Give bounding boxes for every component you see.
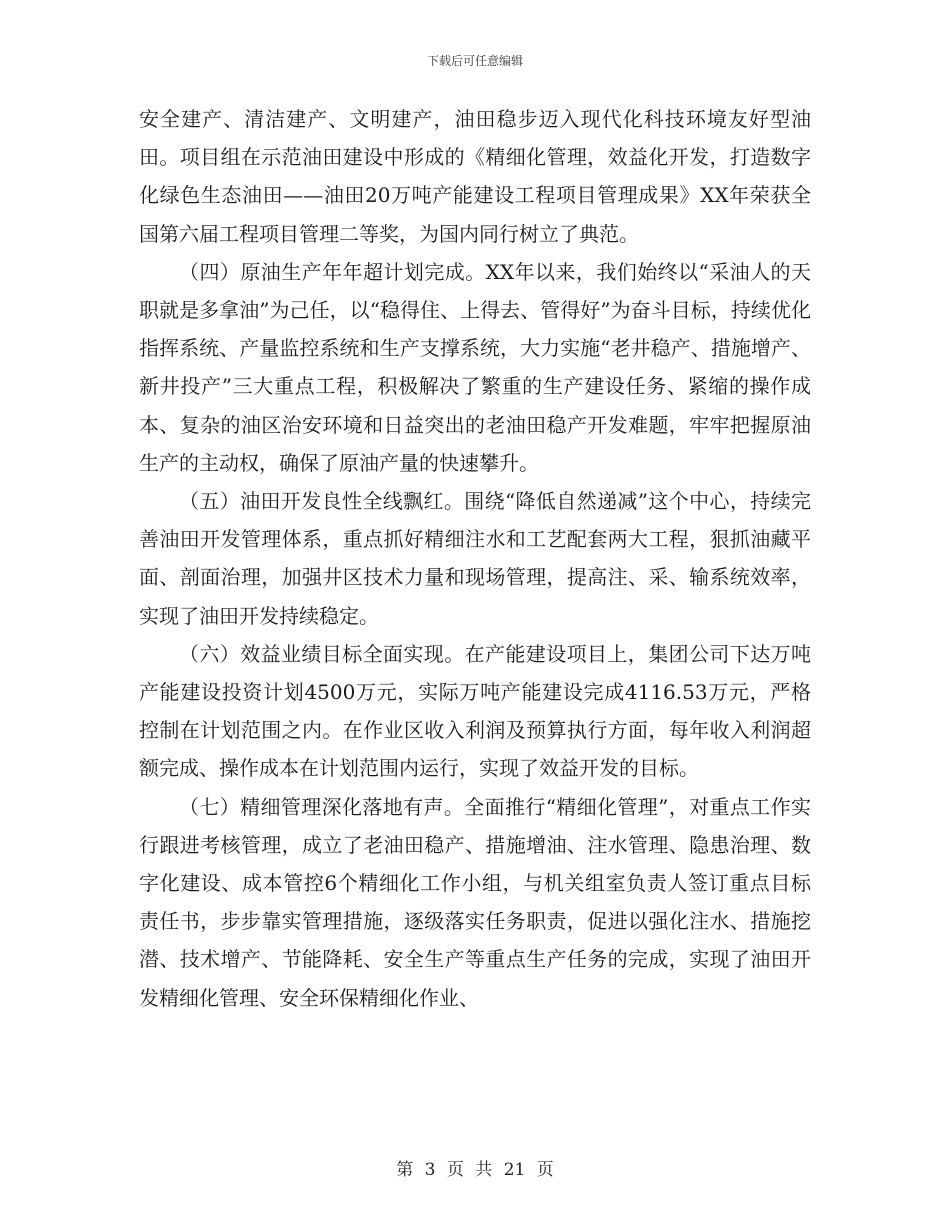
page-header-note: 下载后可任意编辑 <box>426 54 523 68</box>
paragraph-section-4: （四）原油生产年年超计划完成。XX年以来，我们始终以“采油人的天职就是多拿油”为己任，以“稳得住、上得去、管得好”为奋斗目标，持续优化指挥系统、产量监控系统和生产支撑系统，大力实施“老井稳产、措施增产、新井投产”三大重点工程，积极解决了繁重的生产建设任务、紧缩的操作成本、复杂的油区治安环境和日益突出的老油田稳产开发难题，牢牢把握原油生产的主动权，确保了原油产量的快速攀升。 <box>139 259 811 475</box>
paragraph-section-5: （五）油田开发良性全线飘红。围绕“降低自然递减”这个中心，持续完善油田开发管理体系，重点抓好精细注水和工艺配套两大工程，狠抓油藏平面、剖面治理，加强井区技术力量和现场管理，提高注、采、输系统效率，实现了油田开发持续稳定。 <box>139 489 811 628</box>
paragraph-continuation: 安全建产、清洁建产、文明建产，油田稳步迈入现代化科技环境友好型油田。项目组在示范油田建设中形成的《精细化管理，效益化开发，打造数字化绿色生态油田——油田20万吨产能建设工程项目管理成果》XX年荣获全国第六届工程项目管理二等奖，为国内同行树立了典范。 <box>139 107 811 246</box>
paragraph-section-7: （七）精细管理深化落地有声。全面推行“精细化管理”，对重点工作实行跟进考核管理，成立了老油田稳产、措施增油、注水管理、隐患治理、数字化建设、成本管控6个精细化工作小组，与机关组室负责人签订重点目标责任书，步步靠实管理措施，逐级落实任务职责，促进以强化注水、措施挖潜、技术增产、节能降耗、安全生产等重点生产任务的完成，实现了油田开发精细化管理、安全环保精细化作业、 <box>139 794 811 1010</box>
document-body <box>139 100 811 1017</box>
page-number-footer: 第 3 页 共 21 页 <box>396 1160 554 1180</box>
paragraph-section-6: （六）效益业绩目标全面实现。在产能建设项目上，集团公司下达万吨产能建设投资计划4500万元，实际万吨产能建设完成4116.53万元，严格控制在计划范围之内。在作业区收入利润及预算执行方面，每年收入利润超额完成、操作成本在计划范围内运行，实现了效益开发的目标。 <box>139 641 811 781</box>
